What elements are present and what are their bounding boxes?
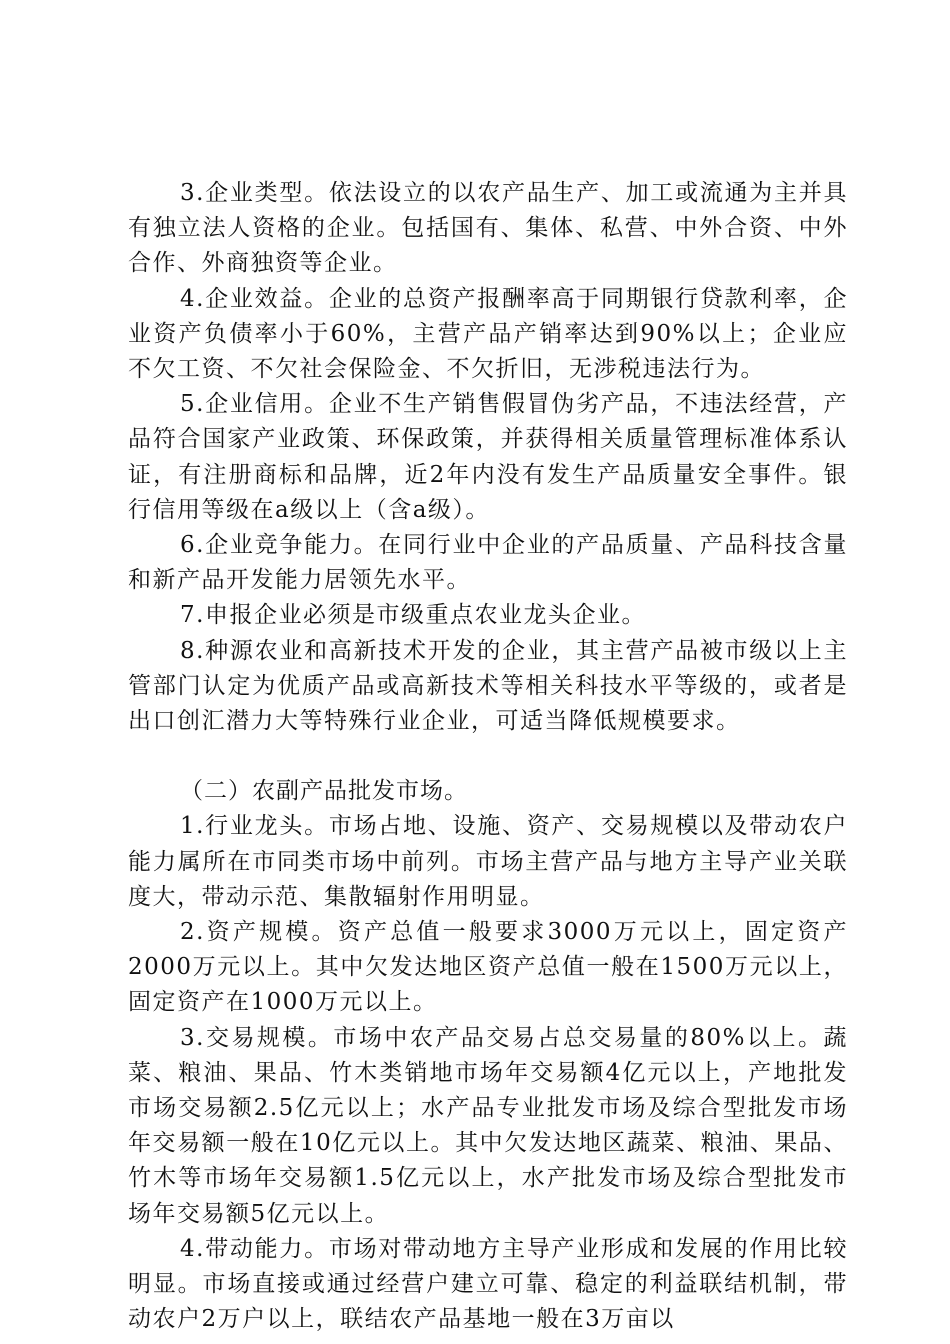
blank-line [128, 739, 848, 774]
paragraph-trade-scale: 3.交易规模。市场中农产品交易占总交易量的80%以上。蔬菜、粮油、果品、竹木类销地市场年交易额4亿元以上，产地批发市场交易额2.5亿元以上；水产品专业批发市场及综合型批发市场年交易额一般在10亿元以上。其中欠发达地区蔬菜、粮油、果品、竹木等市场年交易额1.5亿元以上，水产批发市场及综合型批发市场年交易额5亿元以上。 [128, 1024, 848, 1227]
paragraph-industry-leader: 1.行业龙头。市场占地、设施、资产、交易规模以及带动农户能力属所在市同类市场中前列。市场主营产品与地方主导产业关联度大，带动示范、集散辐射作用明显。 [128, 813, 848, 910]
paragraph-enterprise-type: 3.企业类型。依法设立的以农产品生产、加工或流通为主并具有独立法人资格的企业。包括国有、集体、私营、中外合资、中外合作、外商独资等企业。 [128, 180, 848, 277]
paragraph-special-industry: 8.种源农业和高新技术开发的企业，其主营产品被市级以上主管部门认定为优质产品或高新技术等相关科技水平等级的，或者是出口创汇潜力大等特殊行业企业，可适当降低规模要求。 [128, 637, 848, 735]
section-heading: （二）农副产品批发市场。 [180, 778, 468, 805]
paragraph-asset-scale: 2.资产规模。资产总值一般要求3000万元以上，固定资产2000万元以上。其中欠发达地区资产总值一般在1500万元以上，固定资产在1000万元以上。 [128, 919, 848, 1016]
paragraph-driving-capacity: 4.带动能力。市场对带动地方主导产业形成和发展的作用比较明显。市场直接或通过经营户建立可靠、稳定的利益联结机制，带动农户2万户以上，联结农产品基地一般在3万亩以 [128, 1235, 848, 1333]
paragraph-applicant-requirement: 7.申报企业必须是市级重点农业龙头企业。 [180, 602, 646, 629]
paragraph-enterprise-benefit: 4.企业效益。企业的总资产报酬率高于同期银行贷款利率，企业资产负债率小于60%，主营产品产销率达到90%以上；企业应不欠工资、不欠社会保险金、不欠折旧，无涉税违法行为。 [128, 285, 848, 383]
document-body [128, 176, 848, 1338]
paragraph-enterprise-competitiveness: 6.企业竞争能力。在同行业中企业的产品质量、产品科技含量和新产品开发能力居领先水平。 [128, 532, 848, 594]
paragraph-enterprise-credit: 5.企业信用。企业不生产销售假冒伪劣产品，不违法经营，产品符合国家产业政策、环保政策，并获得相关质量管理标准体系认证，有注册商标和品牌，近2年内没有发生产品质量安全事件。银行信用等级在a级以上（含a级）。 [128, 391, 848, 523]
